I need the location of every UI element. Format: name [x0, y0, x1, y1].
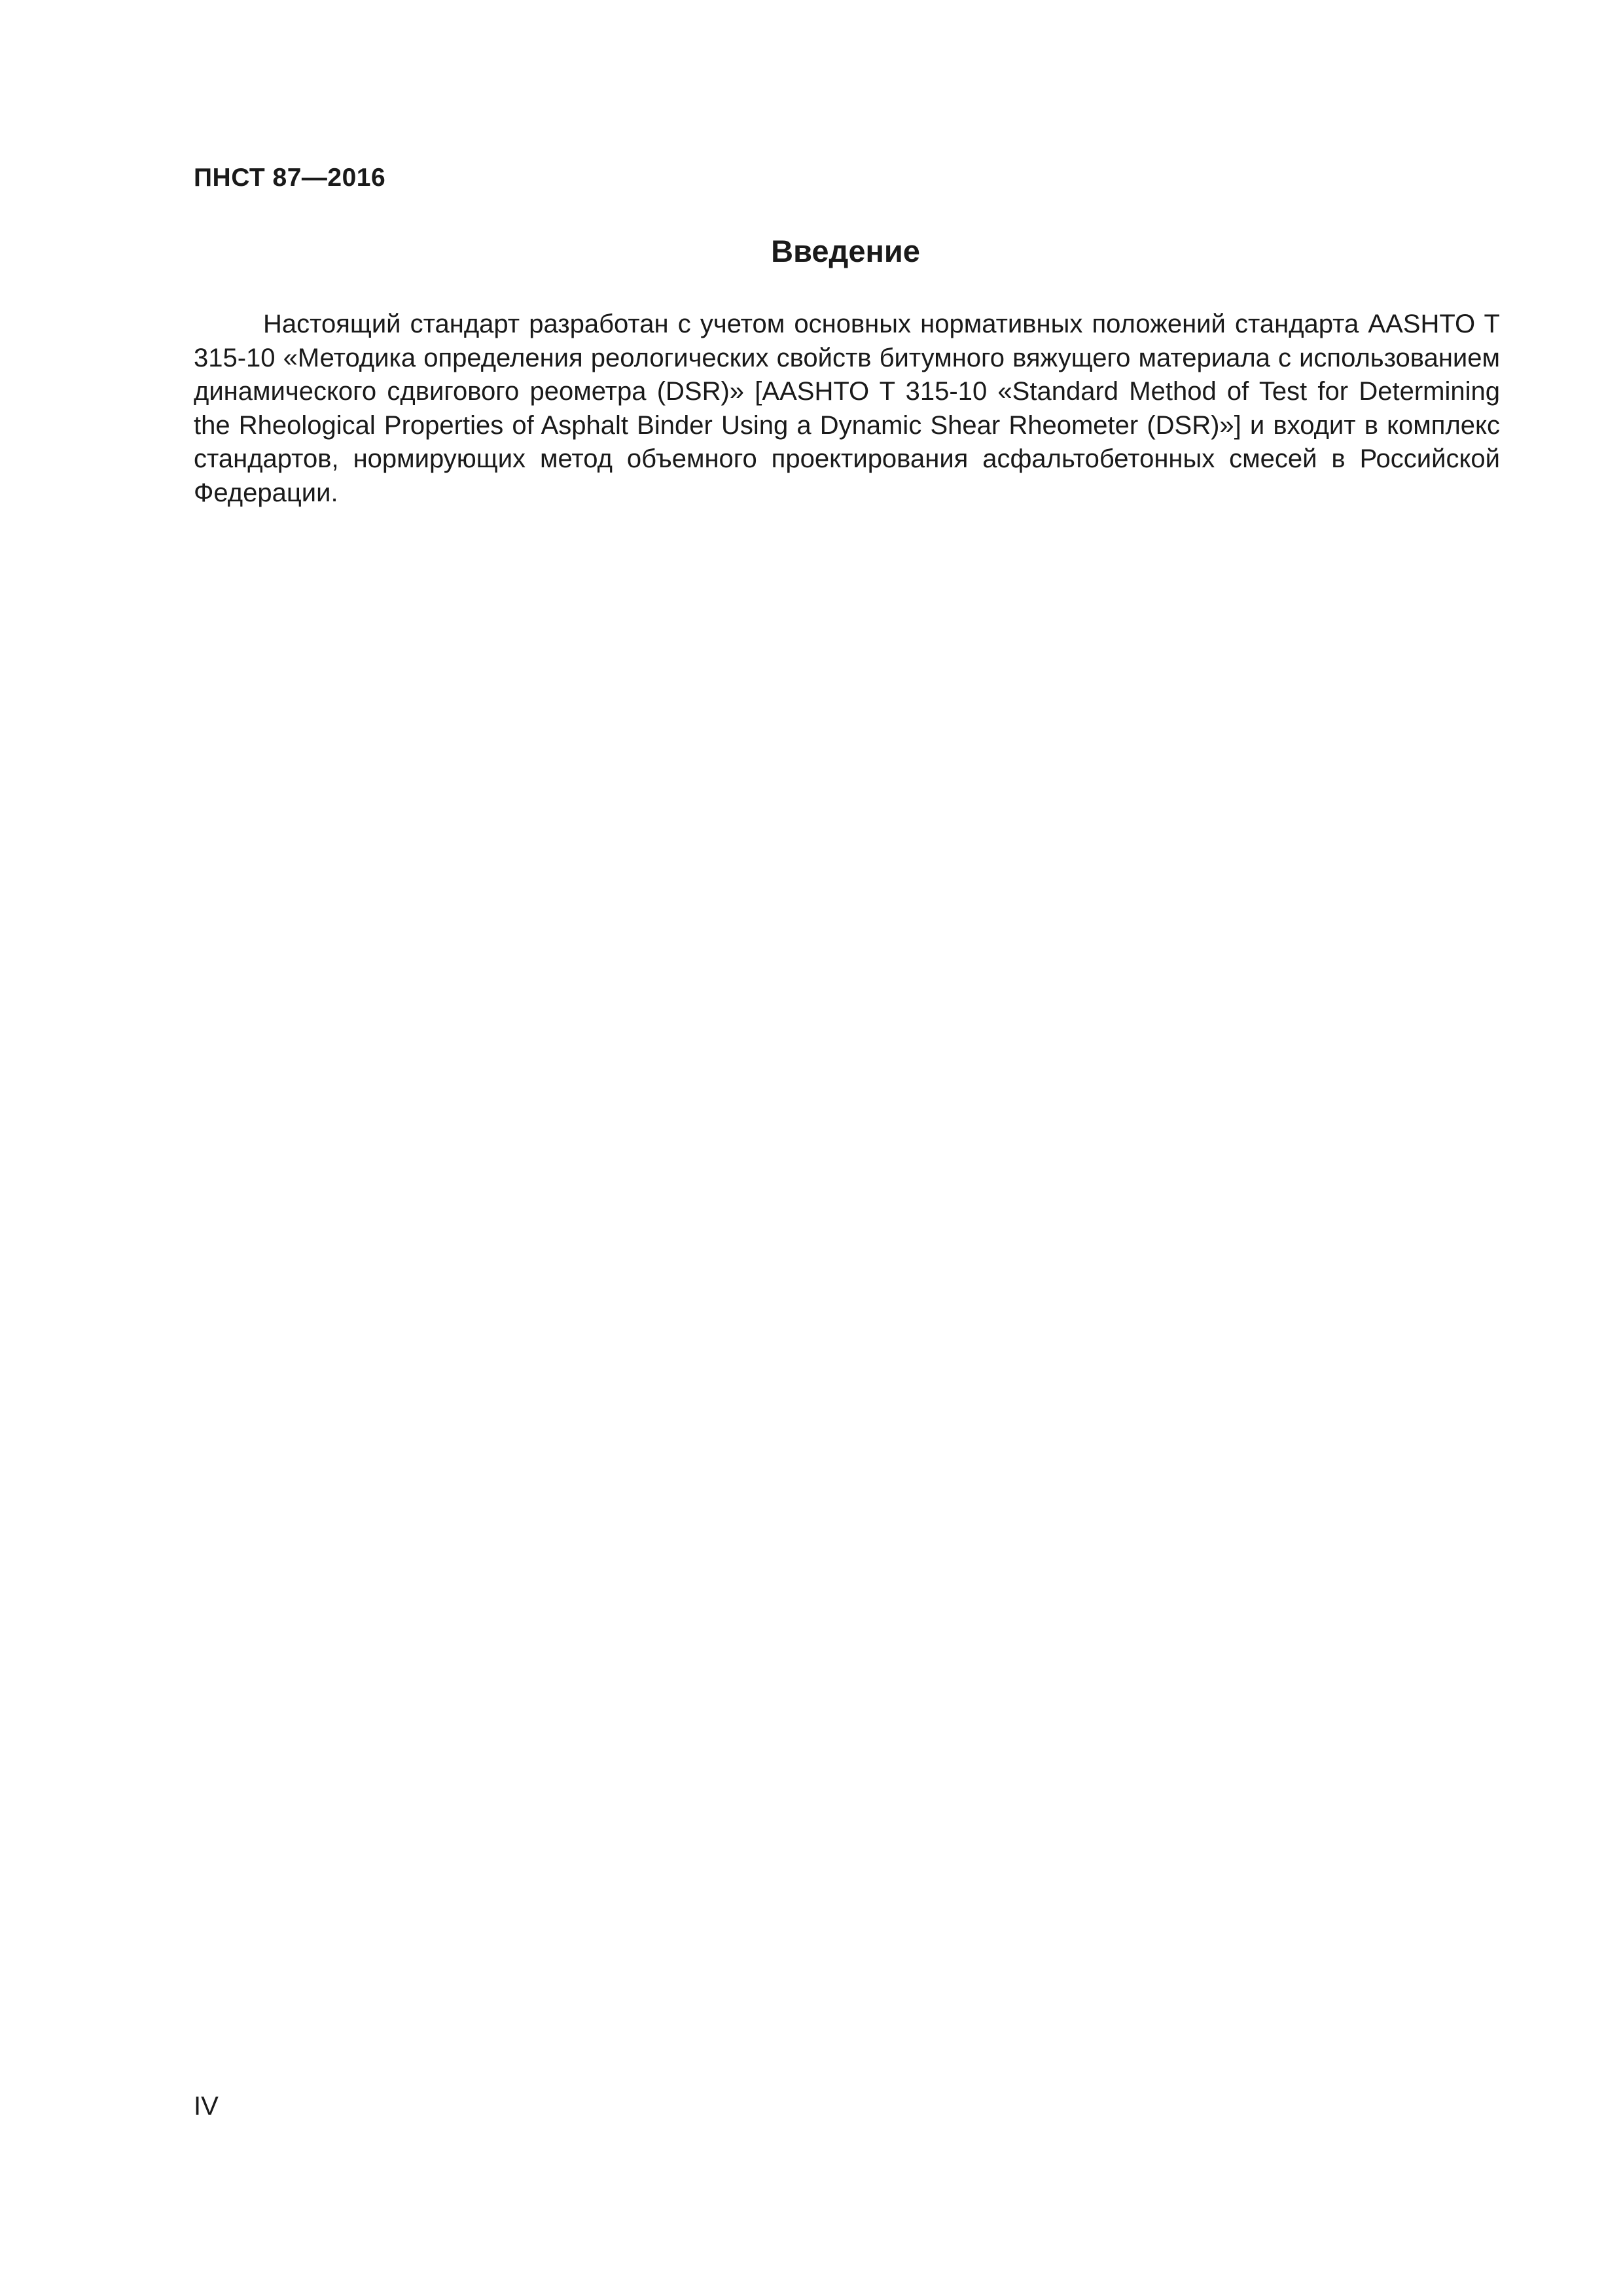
introduction-paragraph: Настоящий стандарт разработан с учетом основных нормативных положений стандарта AASHTO T 315-10 «Методика определения реологических свойств битумного вяжущего материала с использованием динамического сдвигового реометра (DSR)» [AASHTO T 315-10 «Standard Method of Test for Determining the Rheological Properties of Asphalt Binder Using a Dynamic Shear Rheometer (DSR)»] и входит в комплекс стандартов, нормирующих метод объемного проектирования асфальтобетонных смесей в Российской Федерации. [194, 310, 1500, 507]
section-title: Введение [771, 234, 920, 268]
page-number: IV [194, 2092, 219, 2121]
document-code: ПНСТ 87—2016 [194, 164, 386, 192]
